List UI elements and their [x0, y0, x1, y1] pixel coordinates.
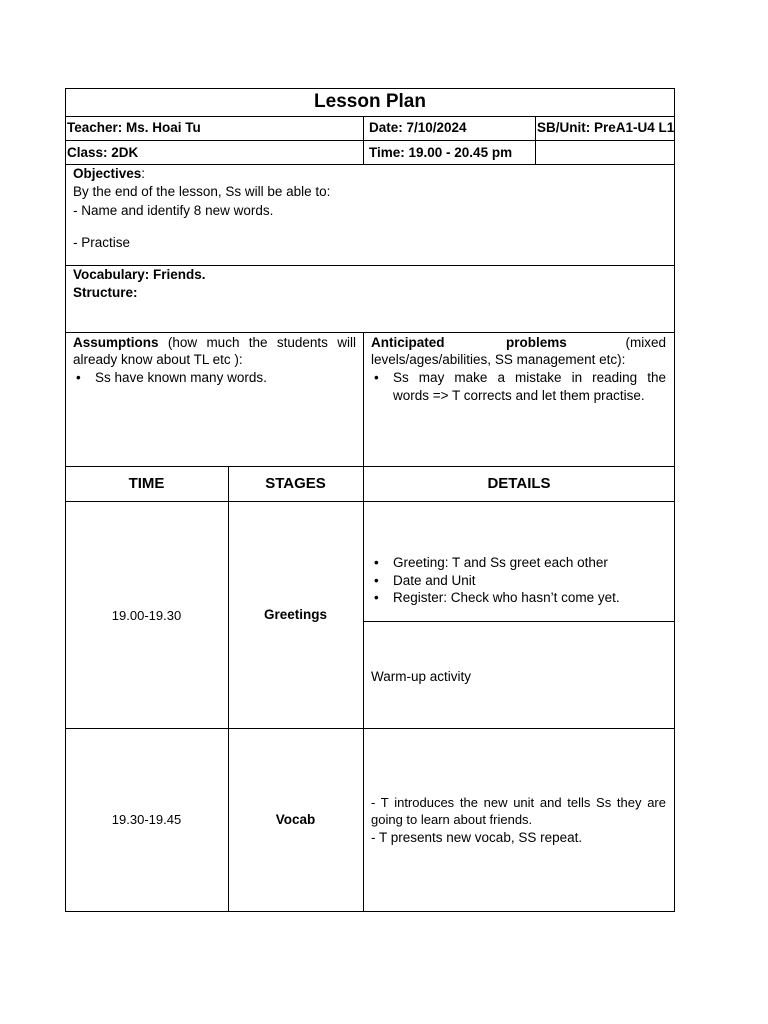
assumptions-label: Assumptions: [73, 335, 159, 350]
vocab-detail-line: going to learn about friends.: [371, 812, 533, 827]
anticipated-item-line: Ss may make a mistake in reading the: [393, 370, 666, 385]
assumptions-desc: (how much the students will: [158, 335, 356, 350]
table-header-time: TIME: [128, 475, 165, 492]
rule: [65, 728, 675, 729]
assumptions-list: [73, 369, 356, 387]
date-field: Date: 7/10/2024: [369, 120, 467, 135]
class-field: Class: 2DK: [67, 145, 139, 160]
vocab-detail-line: - T presents new vocab, SS repeat.: [371, 830, 583, 845]
time-field: Time: 19.00 - 20.45 pm: [369, 145, 513, 160]
assumptions-desc-line: already know about TL etc ):: [73, 352, 243, 367]
objective-item: - Name and identify 8 new words.: [73, 203, 274, 218]
table-header-details: DETAILS: [487, 475, 551, 492]
rule: [65, 466, 675, 467]
rule: [65, 332, 675, 333]
rule: [228, 466, 229, 912]
greeting-details-list: [371, 554, 667, 607]
structure-field: Structure:: [73, 285, 138, 300]
objectives-colon: :: [141, 166, 146, 181]
warm-up-detail: Warm-up activity: [371, 669, 472, 684]
anticipated-label: Anticipated: [371, 335, 445, 350]
list-item: • Greeting: T and Ss greet each other: [371, 554, 667, 572]
rule: [363, 332, 364, 912]
table-row-time: 19.30-19.45: [111, 812, 182, 827]
rule: [535, 116, 536, 164]
anticipated-desc-line: levels/ages/abilities, SS management etc):: [371, 352, 626, 367]
rule: [65, 116, 675, 117]
page-title: Lesson Plan: [314, 91, 426, 112]
sb-unit-field: SB/Unit: PreA1-U4 L1: [537, 120, 675, 135]
table-row-stage: Greetings: [263, 607, 328, 622]
vocab-detail-line: - T introduces the new unit and tells Ss they are: [371, 795, 666, 810]
problems-label: problems: [506, 335, 567, 350]
anticipated-bullet: •: [374, 370, 379, 385]
rule: [65, 164, 675, 165]
list-item: • Ss have known many words.: [73, 369, 356, 387]
rule: [363, 116, 364, 164]
objective-item: - Practise: [73, 235, 131, 250]
objectives-heading: [73, 165, 145, 182]
vocabulary-field: Vocabulary: Friends.: [73, 267, 206, 282]
table-row-time: 19.00-19.30: [111, 608, 182, 623]
list-item: • Register: Check who hasn’t come yet.: [371, 589, 667, 607]
rule: [65, 140, 675, 141]
table-row-stage: Vocab: [275, 812, 316, 827]
objectives-label: Objectives: [73, 166, 142, 181]
teacher-field: Teacher: Ms. Hoai Tu: [67, 120, 201, 135]
anticipated-desc: (mixed: [625, 335, 666, 350]
table-header-stages: STAGES: [265, 475, 326, 492]
rule: [65, 501, 675, 502]
objectives-intro: By the end of the lesson, Ss will be able to:: [73, 184, 331, 199]
assumptions-heading: [73, 334, 356, 351]
list-item: • Date and Unit: [371, 572, 667, 590]
rule: [364, 621, 675, 622]
anticipated-item-line: words => T corrects and let them practise.: [393, 388, 645, 403]
